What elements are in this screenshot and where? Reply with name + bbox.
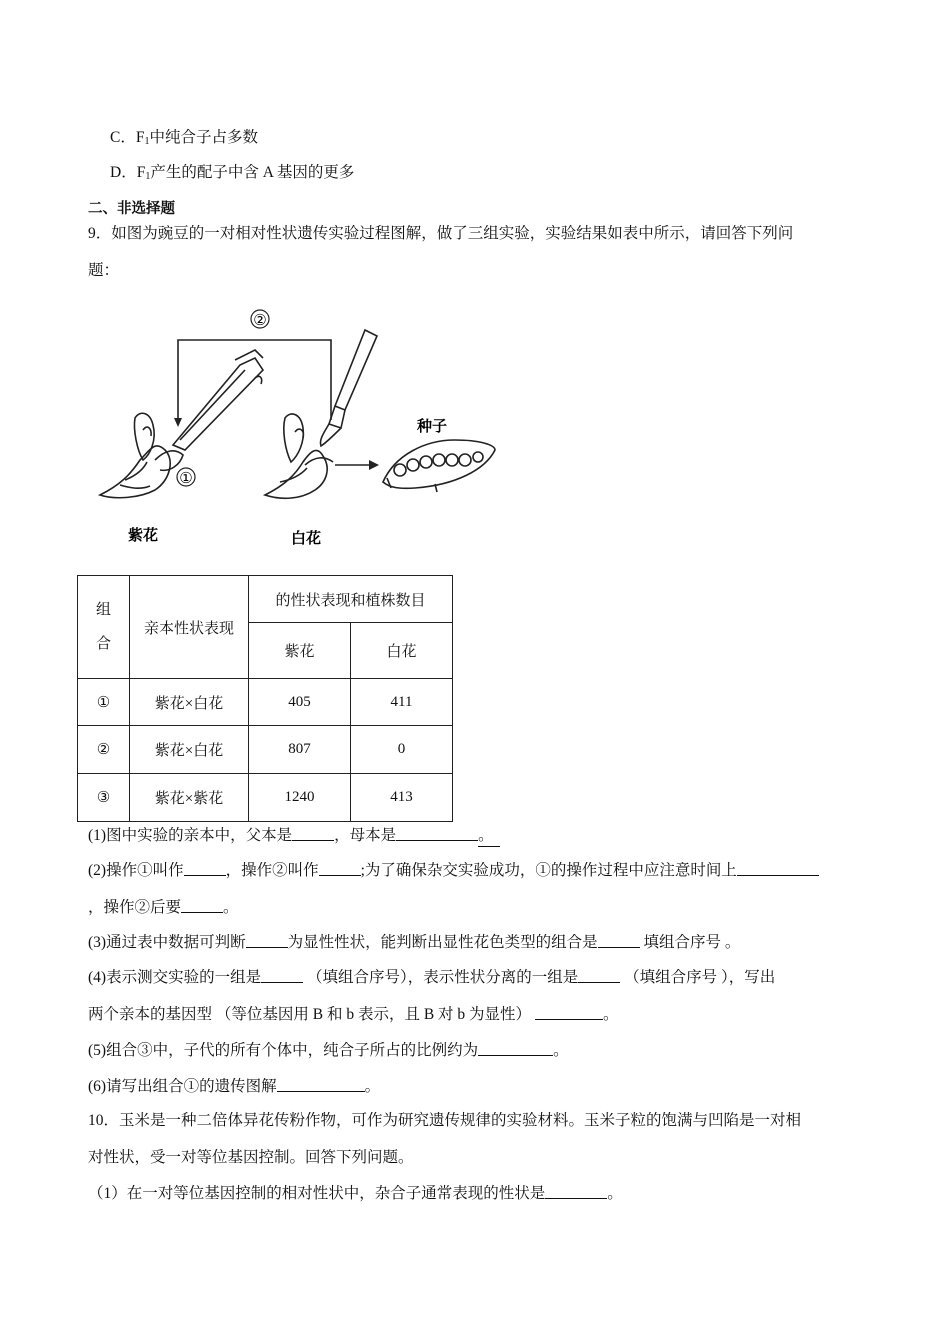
row-purple: 405 <box>249 679 351 726</box>
q9-sub3 <box>88 933 740 953</box>
q9-sub2-text-e: 。 <box>223 899 239 916</box>
q9-sub2-text-a: (2)操作①叫作 <box>88 862 184 879</box>
white-flower-drawing <box>265 414 333 498</box>
q9-sub4-text-e: 。 <box>602 1006 619 1023</box>
op2-arrowhead <box>174 418 182 427</box>
row-id: ② <box>78 726 130 774</box>
row-parents: 紫花×白花 <box>130 726 249 774</box>
tweezers-drawing <box>173 350 263 450</box>
seed-pod-drawing <box>383 440 495 492</box>
row-parents: 紫花×白花 <box>130 679 249 726</box>
answer-blank[interactable] <box>545 1184 607 1199</box>
option-d-letter: D． <box>110 164 137 181</box>
option-d-text: 产生的配子中含 A 基因的更多 <box>150 164 355 181</box>
q9-sub6 <box>88 1077 380 1097</box>
q9-sub6-text-a: (6)请写出组合①的遗传图解 <box>88 1078 277 1095</box>
brush-drawing <box>320 330 377 446</box>
q9-sub3-text-a: (3)通过表中数据可判断 <box>88 934 246 951</box>
option-d <box>110 163 354 187</box>
op2-label: ② <box>253 311 267 329</box>
answer-blank[interactable] <box>277 1077 365 1092</box>
op1-label: ① <box>179 469 193 487</box>
option-c-sub: 1 <box>144 136 150 147</box>
option-d-sub: 1 <box>145 171 151 182</box>
header-white: 白花 <box>351 623 453 679</box>
table-row <box>78 774 453 822</box>
q9-stem-line2: 题： <box>88 262 120 279</box>
q9-sub2-cont <box>88 898 239 918</box>
option-d-f: F <box>136 164 146 181</box>
row-parents: 紫花×紫花 <box>130 774 249 822</box>
seed-label: 种子 <box>417 417 448 435</box>
q10-stem-line1: 10．玉米是一种二倍体异花传粉作物，可作为研究遗传规律的实验材料。玉米子粒的饱满与凹陷是一对相 <box>88 1112 802 1129</box>
answer-blank[interactable] <box>535 1005 603 1020</box>
answer-blank[interactable] <box>292 826 334 841</box>
answer-blank[interactable] <box>181 898 223 913</box>
q9-sub4-text-c: （填组合序号 ），写出 <box>620 969 776 986</box>
answer-blank[interactable] <box>246 933 288 948</box>
q9-stem-line1: 9．如图为豌豆的一对相对性状遗传实验过程图解，做了三组实验，实验结果如表中所示，请回答下列问 <box>88 225 794 242</box>
q9-sub1 <box>88 826 500 847</box>
section-heading: 二、非选择题 <box>88 201 175 217</box>
answer-blank[interactable] <box>578 968 620 983</box>
answer-blank[interactable] <box>598 933 640 948</box>
table-row <box>78 679 453 726</box>
q10-sub1-text-b: 。 <box>607 1185 623 1202</box>
q9-sub5-text-a: (5)组合③中，子代的所有个体中，纯合子所占的比例约为 <box>88 1042 479 1059</box>
q10-stem-line2: 对性状，受一对等位基因控制。回答下列问题。 <box>88 1149 414 1166</box>
answer-blank[interactable] <box>319 861 361 876</box>
q9-sub4-text-d: 两个亲本的基因型 （等位基因用 B 和 b 表示，且 B 对 b 为显性） <box>88 1006 535 1023</box>
header-purple: 紫花 <box>249 623 351 679</box>
purple-flower-label: 紫花 <box>128 526 159 544</box>
q9-sub2-text-b: ，操作②叫作 <box>225 862 319 879</box>
q9-sub1-text-a: (1)图中实验的亲本中，父本是 <box>88 827 293 844</box>
white-flower-label: 白花 <box>291 529 322 547</box>
header-group <box>78 576 130 679</box>
q10-sub1-text-a: （1）在一对等位基因控制的相对性状中，杂合子通常表现的性状是 <box>88 1185 546 1202</box>
q9-sub2-text-d: ，操作②后要 <box>88 899 182 916</box>
answer-blank[interactable] <box>261 968 303 983</box>
q9-sub6-text-b: 。 <box>364 1078 381 1095</box>
option-c <box>110 128 258 152</box>
q9-sub1-text-b: ，母本是 <box>334 827 397 844</box>
row-purple: 1240 <box>249 774 351 822</box>
answer-blank[interactable] <box>184 861 226 876</box>
option-c-text: 中纯合子占多数 <box>149 129 258 146</box>
row-purple: 807 <box>249 726 351 774</box>
header-offspring: 的性状表现和植株数目 <box>249 576 453 623</box>
results-table <box>77 575 453 822</box>
q9-sub3-text-c: 填组合序号 。 <box>639 934 741 951</box>
answer-blank[interactable] <box>478 1041 553 1056</box>
pollination-figure <box>95 300 525 555</box>
q9-sub5 <box>88 1041 569 1061</box>
q9-sub3-text-b: 为显性性状，能判断出显性花色类型的组合是 <box>287 934 598 951</box>
q9-sub4-text-b: （填组合序号），表示性状分离的一组是 <box>303 969 579 986</box>
row-white: 0 <box>351 726 453 774</box>
table-row <box>78 726 453 774</box>
answer-blank[interactable] <box>737 861 819 876</box>
q9-sub4-text-a: (4)表示测交实验的一组是 <box>88 969 262 986</box>
option-c-letter: C． <box>110 129 136 146</box>
q9-sub5-text-b: 。 <box>553 1042 569 1059</box>
row-white: 413 <box>351 774 453 822</box>
answer-blank[interactable] <box>396 826 478 841</box>
q9-sub4-cont <box>88 1005 618 1025</box>
header-group-text: 组合 <box>95 602 111 652</box>
q10-sub1 <box>88 1184 623 1204</box>
row-id: ① <box>78 679 130 726</box>
purple-flower-drawing <box>100 413 183 497</box>
row-white: 411 <box>351 679 453 726</box>
seed-arrow-head <box>369 460 379 470</box>
header-parent: 亲本性状表现 <box>130 576 249 679</box>
q9-sub2 <box>88 861 819 881</box>
option-c-f: F <box>135 129 145 146</box>
q9-sub2-text-c: ;为了确保杂交实验成功，①的操作过程中应注意时间上 <box>360 862 737 879</box>
row-id: ③ <box>78 774 130 822</box>
q9-sub4 <box>88 968 775 988</box>
q9-sub1-text-c: 。 <box>478 826 500 847</box>
